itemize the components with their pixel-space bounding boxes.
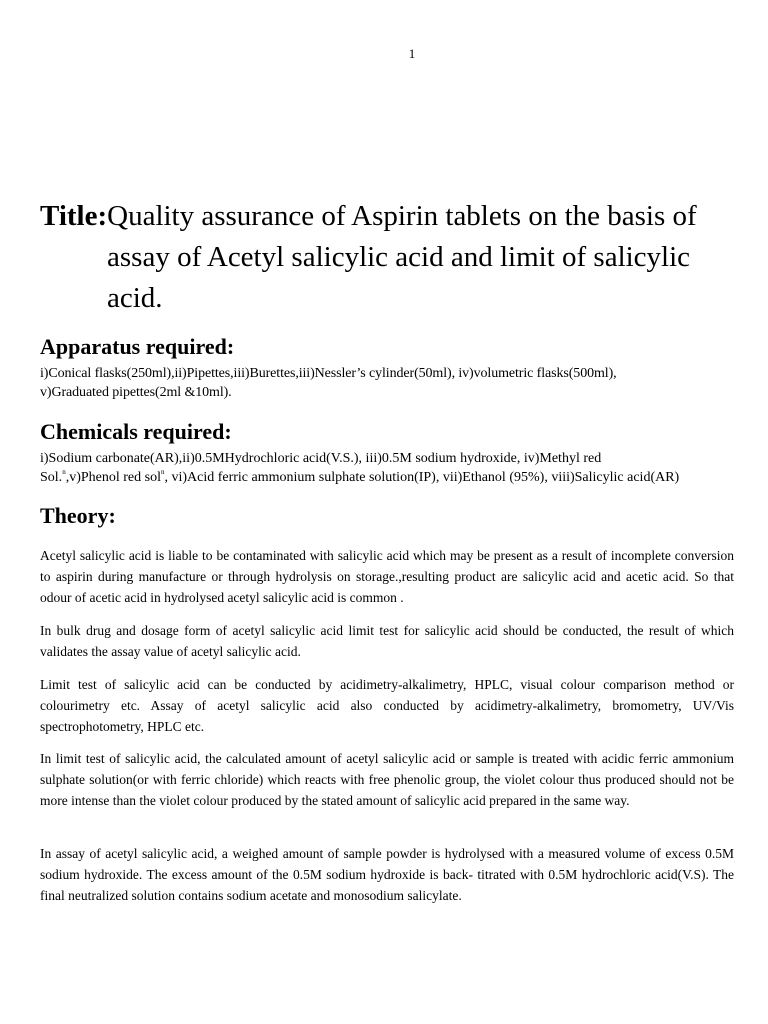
title-line-1: Quality assurance of Aspirin tablets on the basis of <box>107 200 697 232</box>
superscript-n: n <box>160 468 165 477</box>
theory-section <box>40 503 740 529</box>
chemicals-line-2-part-b: ,v)Phenol red sol <box>65 470 161 485</box>
paragraph-text: Acetyl salicylic acid is liable to be contaminated with salicylic acid which may be present as a result of incomplete conversion to aspirin during manufacture or through hydrolysis on storage.,resulting product are salicylic acid and acetic acid. So that odour of acetic acid in hydrolysed acetyl salicylic acid is common . <box>40 548 734 605</box>
title-line-3: acid. <box>107 282 163 314</box>
chemicals-line-2-part-a: Sol. <box>40 470 63 485</box>
title-label: Title: <box>40 200 108 232</box>
theory-paragraph-3 <box>40 674 734 737</box>
paragraph-text: In limit test of salicylic acid, the calculated amount of acetyl salicylic acid or sample is treated with acidic ferric ammonium sulphate solution(or with ferric chloride) which reacts with free phenolic group, the violet colour thus produced should not be more intense than the violet colour produced by the stated amount of salicylic acid prepared in the same way. <box>40 751 734 808</box>
chemicals-heading: Chemicals required: <box>40 419 232 444</box>
paragraph-text: Limit test of salicylic acid can be conducted by acidimetry-alkalimetry, HPLC, visual colour comparison method or colourimetry etc. Assay of acetyl salicylic acid also conducted by acidimetry-alkalimetry, bromometry, UV/Vis spectrophotometry, HPLC etc. <box>40 677 734 734</box>
chemicals-line-1: i)Sodium carbonate(AR),ii)0.5MHydrochloric acid(V.S.), iii)0.5M sodium hydroxide, iv)Methyl red <box>40 451 602 466</box>
theory-paragraph-5 <box>40 843 734 906</box>
theory-paragraph-1 <box>40 545 734 608</box>
apparatus-line-2: v)Graduated pipettes(2ml &10ml). <box>40 385 232 400</box>
chemicals-line-2-part-c: , vi)Acid ferric ammonium sulphate solution(IP), vii)Ethanol (95%), viii)Salicylic acid(AR) <box>164 470 680 485</box>
apparatus-line-1: i)Conical flasks(250ml),ii)Pipettes,iii)Burettes,iii)Nessler’s cylinder(50ml), iv)volumetric flasks(500ml), <box>40 366 617 381</box>
apparatus-heading: Apparatus required: <box>40 334 235 359</box>
chemicals-section <box>40 419 740 487</box>
document-title <box>40 196 740 319</box>
apparatus-section <box>40 334 740 402</box>
title-line-2: assay of Acetyl salicylic acid and limit of salicylic <box>107 241 691 273</box>
paragraph-text: In bulk drug and dosage form of acetyl salicylic acid limit test for salicylic acid should be conducted, the result of which validates the assay value of acetyl salicylic acid. <box>40 623 734 659</box>
paragraph-text: In assay of acetyl salicylic acid, a weighed amount of sample powder is hydrolysed with a measured volume of excess 0.5M sodium hydroxide. The excess amount of the 0.5M sodium hydroxide is back- titrated with 0.5M hydrochloric acid(V.S). The final neutralized solution contains sodium acetate and monosodium salicylate. <box>40 846 734 903</box>
apparatus-list <box>40 364 740 402</box>
theory-paragraph-4 <box>40 748 734 811</box>
page-number: 1 <box>408 46 416 61</box>
chemicals-line-2 <box>40 468 740 487</box>
superscript-n: n <box>62 468 66 477</box>
chemicals-list <box>40 449 740 487</box>
theory-paragraph-2 <box>40 620 734 662</box>
theory-heading: Theory: <box>40 503 116 528</box>
